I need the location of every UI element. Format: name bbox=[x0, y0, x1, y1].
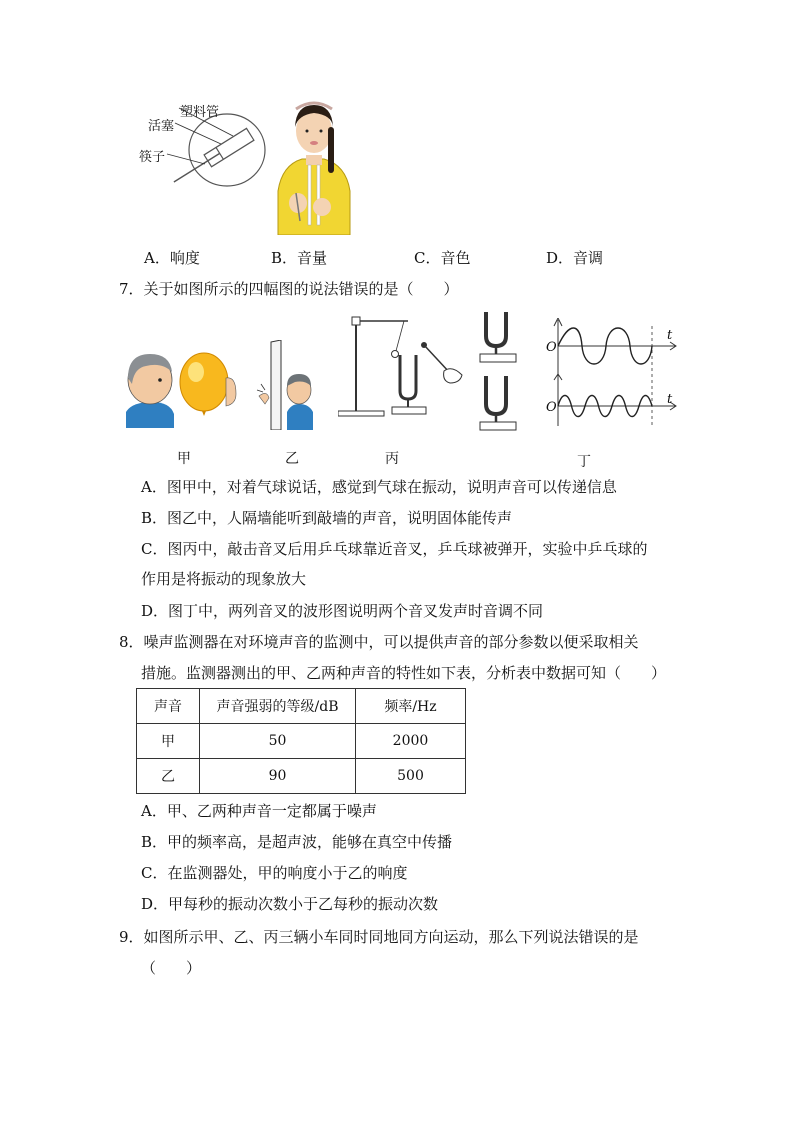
figure-bing-tuning-fork-ball bbox=[338, 315, 468, 420]
figure-jia-boy-balloon bbox=[122, 348, 240, 428]
q8-option-d: D．甲每秒的振动次数小于乙每秒的振动次数 bbox=[141, 895, 439, 913]
sound-data-table bbox=[136, 688, 466, 794]
q9-stem-line2: （ ） bbox=[141, 959, 202, 977]
q7-option-c-cont: 作用是将振动的现象放大 bbox=[141, 570, 307, 588]
q8-option-a: A．甲、乙两种声音一定都属于噪声 bbox=[141, 802, 377, 820]
q6-option-d: D．音调 bbox=[546, 249, 604, 267]
panel-label-jia: 甲 bbox=[177, 451, 191, 467]
table-header: 声音 bbox=[137, 689, 200, 724]
table-cell: 2000 bbox=[356, 724, 466, 759]
q8-stem-line1: 8．噪声监测器在对环境声音的监测中，可以提供声音的部分参数以便采取相关 bbox=[119, 633, 639, 651]
q9-stem-line1: 9．如图所示甲、乙、丙三辆小车同时同地同方向运动，那么下列说法错误的是 bbox=[119, 928, 639, 946]
q7-option-b: B．图乙中，人隔墙能听到敲墙的声音，说明固体能传声 bbox=[141, 509, 513, 527]
table-header: 频率/Hz bbox=[356, 689, 466, 724]
panel-label-bing: 丙 bbox=[385, 451, 399, 467]
girl-playing-flute-illustration bbox=[270, 99, 356, 235]
table-cell: 乙 bbox=[137, 759, 200, 794]
label-chopstick: 筷子 bbox=[139, 150, 166, 165]
q7-option-a: A．图甲中，对着气球说话，感觉到气球在振动，说明声音可以传递信息 bbox=[141, 478, 617, 496]
q6-option-c: C．音色 bbox=[414, 249, 471, 267]
table-cell: 500 bbox=[356, 759, 466, 794]
label-piston: 活塞 bbox=[148, 119, 175, 134]
table-cell: 90 bbox=[200, 759, 356, 794]
label-tube: 塑料管 bbox=[180, 105, 220, 120]
table-cell: 50 bbox=[200, 724, 356, 759]
table-header: 声音强弱的等级/dB bbox=[200, 689, 356, 724]
panel-label-yi: 乙 bbox=[285, 451, 299, 467]
q7-stem: 7．关于如图所示的四幅图的说法错误的是（ ） bbox=[119, 280, 459, 298]
q7-option-d: D．图丁中，两列音叉的波形图说明两个音叉发声时音调不同 bbox=[141, 602, 544, 620]
panel-label-ding: 丁 bbox=[577, 454, 591, 470]
figure-ding-tuning-forks bbox=[476, 308, 522, 442]
q8-option-b: B．甲的频率高，是超声波，能够在真空中传播 bbox=[141, 833, 453, 851]
table-row bbox=[137, 724, 466, 759]
figure-yi-wall-listener bbox=[255, 340, 317, 430]
q8-option-c: C．在监测器处，甲的响度小于乙的响度 bbox=[141, 864, 408, 882]
axis-t-2: t bbox=[667, 392, 673, 407]
q6-option-b: B．音量 bbox=[271, 249, 328, 267]
q6-option-a: A．响度 bbox=[144, 249, 200, 267]
q7-option-c: C．图丙中，敲击音叉后用乒乓球靠近音叉，乒乓球被弹开，实验中乒乓球的 bbox=[141, 540, 648, 558]
axis-origin-1: O bbox=[546, 340, 557, 355]
table-cell: 甲 bbox=[137, 724, 200, 759]
figure-ding-waveforms bbox=[542, 318, 682, 428]
axis-t-1: t bbox=[667, 328, 673, 343]
table-header-row bbox=[137, 689, 466, 724]
axis-origin-2: O bbox=[546, 400, 557, 415]
table-row bbox=[137, 759, 466, 794]
q8-stem-line2: 措施。监测器测出的甲、乙两种声音的特性如下表，分析表中数据可知（ ） bbox=[141, 664, 667, 682]
